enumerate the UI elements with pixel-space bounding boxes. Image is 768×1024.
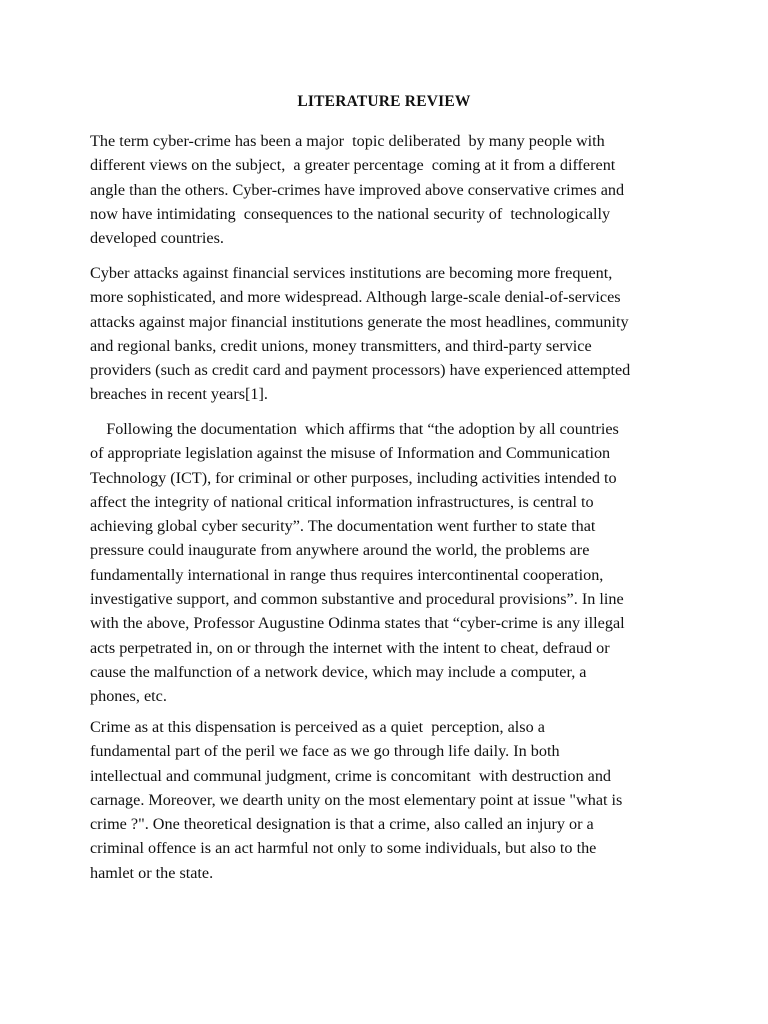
text-line: Technology (ICT), for criminal or other purposes, including activities intended to: [90, 468, 617, 487]
text-line: criminal offence is an act harmful not only to some individuals, but also to the: [90, 839, 597, 858]
text-line: achieving global cyber security”. The documentation went further to state that: [90, 517, 596, 536]
paragraph-documentation: [90, 417, 690, 709]
text-line: breaches in recent years[1].: [90, 385, 268, 404]
paragraph-financial-attacks: [90, 261, 690, 407]
text-line: and regional banks, credit unions, money transmitters, and third-party service: [90, 336, 592, 355]
text-line: fundamental part of the peril we face as we go through life daily. In both: [90, 742, 560, 761]
text-line: phones, etc.: [90, 687, 167, 706]
paragraph-crime-perception: [90, 715, 690, 885]
text-line: investigative support, and common substantive and procedural provisions”. In line: [90, 590, 624, 609]
text-line: carnage. Moreover, we dearth unity on the most elementary point at issue "what is: [90, 790, 623, 809]
text-line: more sophisticated, and more widespread. Although large-scale denial-of-services: [90, 288, 621, 307]
text-line: Cyber attacks against financial services institutions are becoming more frequent,: [90, 264, 613, 282]
text-line: acts perpetrated in, on or through the internet with the intent to cheat, defraud or: [90, 638, 610, 657]
text-line: Following the documentation which affirms that “the adoption by all countries: [90, 420, 619, 438]
text-line: attacks against major financial institutions generate the most headlines, community: [90, 312, 629, 331]
text-line: providers (such as credit card and payment processors) have experienced attempted: [90, 361, 631, 380]
text-line: hamlet or the state.: [90, 863, 214, 882]
text-line: affect the integrity of national critical information infrastructures, is central to: [90, 492, 594, 511]
text-line: with the above, Professor Augustine Odinma states that “cyber-crime is any illegal: [90, 614, 625, 633]
text-line: different views on the subject, a greater percentage coming at it from a different: [90, 156, 616, 175]
text-line: cause the malfunction of a network device, which may include a computer, a: [90, 662, 587, 681]
text-line: intellectual and communal judgment, crime is concomitant with destruction and: [90, 766, 612, 785]
paragraph-cybercrime-definition: [90, 129, 690, 250]
text-line: developed countries.: [90, 229, 224, 248]
text-line: Crime as at this dispensation is perceived as a quiet perception, also a: [90, 718, 545, 736]
text-line: now have intimidating consequences to the national security of technologically: [90, 204, 611, 223]
text-line: of appropriate legislation against the misuse of Information and Communication: [90, 444, 611, 463]
text-line: crime ?". One theoretical designation is that a crime, also called an injury or a: [90, 815, 594, 834]
text-line: angle than the others. Cyber-crimes have improved above conservative crimes and: [90, 180, 625, 199]
text-line: pressure could inaugurate from anywhere around the world, the problems are: [90, 541, 590, 560]
page-title: LITERATURE REVIEW: [297, 93, 471, 110]
text-line: fundamentally international in range thus requires intercontinental cooperation,: [90, 565, 604, 584]
text-line: The term cyber-crime has been a major topic deliberated by many people with: [90, 132, 605, 150]
